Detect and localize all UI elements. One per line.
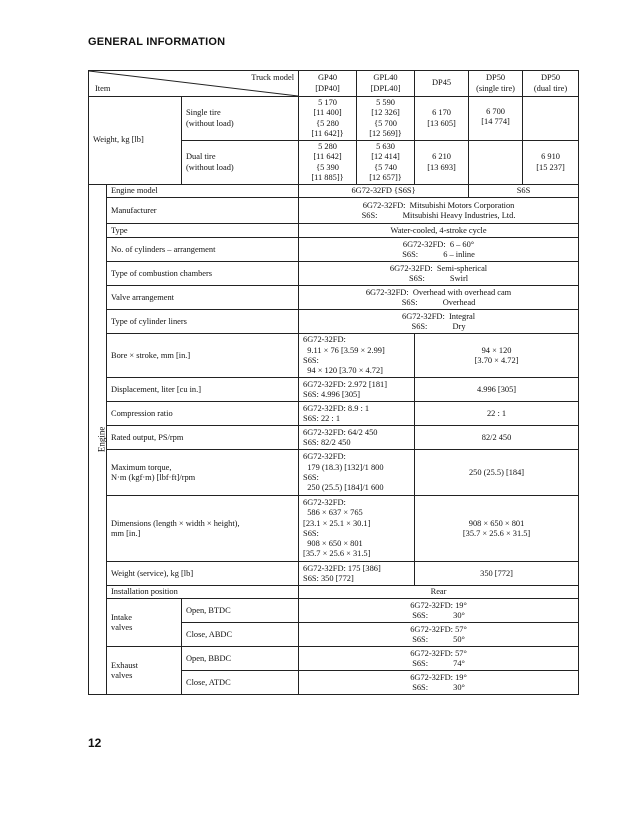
single-dp50d-value xyxy=(523,97,579,141)
torque-left: 6G72-32FD: 179 (18.3) [132]/1 800 S6S: 250 (25.5) [184]/1 600 xyxy=(299,450,415,496)
dual-dp45-value: 6 210 [13 693] xyxy=(415,141,469,185)
engine-model-row xyxy=(89,185,579,198)
cylinder-liners-label: Type of cylinder liners xyxy=(107,310,299,334)
installation-label: Installation position xyxy=(107,586,299,599)
torque-label: Maximum torque, N·m (kgf·m) [lbf·ft]/rpm xyxy=(107,450,299,496)
page-number: 12 xyxy=(88,736,102,750)
service-weight-label: Weight (service), kg [lb] xyxy=(107,562,299,586)
torque-right: 250 (25.5) [184] xyxy=(415,450,579,496)
single-gp40-value: 5 170 [11 400] {5 280 [11 642]} xyxy=(299,97,357,141)
compression-right: 22 : 1 xyxy=(415,402,579,426)
exhaust-open-value: 6G72-32FD: 57° S6S: 74° xyxy=(299,647,579,671)
exhaust-valves-label: Exhaust valves xyxy=(107,647,182,695)
dimensions-row xyxy=(89,496,579,562)
exhaust-open-row xyxy=(89,647,579,671)
bore-stroke-right: 94 × 120 [3.70 × 4.72] xyxy=(415,334,579,378)
service-weight-row xyxy=(89,562,579,586)
combustion-label: Type of combustion chambers xyxy=(107,262,299,286)
dual-tire-label: Dual tire (without load) xyxy=(182,141,299,185)
engine-vertical-label: Engine xyxy=(96,426,107,453)
combustion-value: 6G72-32FD: Semi-spherical S6S: Swirl xyxy=(299,262,579,286)
dual-gp40-value: 5 280 [11 642] {5 390 [11 885]} xyxy=(299,141,357,185)
intake-close-value: 6G72-32FD: 57° S6S: 50° xyxy=(299,623,579,647)
type-value: Water-cooled, 4-stroke cycle xyxy=(299,224,579,238)
valve-arrangement-row xyxy=(89,286,579,310)
model-gp40: GP40 [DP40] xyxy=(299,71,357,97)
service-weight-right: 350 [772] xyxy=(415,562,579,586)
cylinder-liners-row xyxy=(89,310,579,334)
bore-stroke-left: 6G72-32FD: 9.11 × 76 [3.59 × 2.99] S6S: 94 × 120 [3.70 × 4.72] xyxy=(299,334,415,378)
exhaust-close-value: 6G72-32FD: 19° S6S: 30° xyxy=(299,671,579,695)
dimensions-right: 908 × 650 × 801 [35.7 × 25.6 × 31.5] xyxy=(415,496,579,562)
type-row xyxy=(89,224,579,238)
section-title: GENERAL INFORMATION xyxy=(88,36,226,48)
manufacturer-label: Manufacturer xyxy=(107,198,299,224)
service-weight-left: 6G72-32FD: 175 [386] S6S: 350 [772] xyxy=(299,562,415,586)
model-dp50-dual: DP50 (dual tire) xyxy=(523,71,579,97)
cylinder-liners-value: 6G72-32FD: Integral S6S: Dry xyxy=(299,310,579,334)
intake-open-label: Open, BTDC xyxy=(182,599,299,623)
dual-dp50s-value xyxy=(469,141,523,185)
compression-label: Compression ratio xyxy=(107,402,299,426)
single-tire-label: Single tire (without load) xyxy=(182,97,299,141)
dual-dp50d-value: 6 910 [15 237] xyxy=(523,141,579,185)
rated-output-label: Rated output, PS/rpm xyxy=(107,426,299,450)
intake-valves-label: Intake valves xyxy=(107,599,182,647)
weight-label: Weight, kg [lb] xyxy=(89,97,182,185)
engine-vertical-label-cell xyxy=(89,185,107,695)
model-dp50-single: DP50 (single tire) xyxy=(469,71,523,97)
displacement-right: 4.996 [305] xyxy=(415,378,579,402)
item-label: Item xyxy=(95,83,111,93)
cylinders-row xyxy=(89,238,579,262)
bore-stroke-label: Bore × stroke, mm [in.] xyxy=(107,334,299,378)
rated-output-left: 6G72-32FD: 64/2 450 S6S: 82/2 450 xyxy=(299,426,415,450)
header-row xyxy=(89,71,579,97)
weight-single-row xyxy=(89,97,579,141)
combustion-row xyxy=(89,262,579,286)
compression-row xyxy=(89,402,579,426)
installation-row xyxy=(89,586,579,599)
header-item-cell xyxy=(89,71,299,97)
model-dp45: DP45 xyxy=(415,71,469,97)
compression-left: 6G72-32FD: 8.9 : 1 S6S: 22 : 1 xyxy=(299,402,415,426)
manufacturer-row xyxy=(89,198,579,224)
valve-arrangement-label: Valve arrangement xyxy=(107,286,299,310)
spec-table xyxy=(88,70,579,695)
engine-model-left: 6G72-32FD {S6S} xyxy=(299,185,469,198)
rated-output-right: 82/2 450 xyxy=(415,426,579,450)
dual-gpl40-value: 5 630 [12 414] {5 740 [12 657]} xyxy=(357,141,415,185)
exhaust-open-label: Open, BBDC xyxy=(182,647,299,671)
manufacturer-value: 6G72-32FD: Mitsubishi Motors Corporation S6S: Mitsubishi Heavy Industries, Ltd. xyxy=(299,198,579,224)
single-gpl40-value: 5 590 [12 326] {5 700 [12 569]} xyxy=(357,97,415,141)
installation-value: Rear xyxy=(299,586,579,599)
truck-model-label: Truck model xyxy=(251,73,295,83)
valve-arrangement-value: 6G72-32FD: Overhead with overhead cam S6S: Overhead xyxy=(299,286,579,310)
single-dp50s-value: 6 700 [14 774] xyxy=(469,97,523,141)
displacement-left: 6G72-32FD: 2.972 [181] S6S: 4.996 [305] xyxy=(299,378,415,402)
cylinders-label: No. of cylinders – arrangement xyxy=(107,238,299,262)
engine-model-label: Engine model xyxy=(107,185,299,198)
dimensions-left: 6G72-32FD: 586 × 637 × 765 [23.1 × 25.1 × 30.1] S6S: 908 × 650 × 801 [35.7 × 25.6 × 31.5] xyxy=(299,496,415,562)
intake-open-row xyxy=(89,599,579,623)
torque-row xyxy=(89,450,579,496)
intake-close-label: Close, ABDC xyxy=(182,623,299,647)
intake-open-value: 6G72-32FD: 19° S6S: 30° xyxy=(299,599,579,623)
type-label: Type xyxy=(107,224,299,238)
dimensions-label: Dimensions (length × width × height), mm [in.] xyxy=(107,496,299,562)
rated-output-row xyxy=(89,426,579,450)
exhaust-close-label: Close, ATDC xyxy=(182,671,299,695)
displacement-label: Displacement, liter [cu in.] xyxy=(107,378,299,402)
displacement-row xyxy=(89,378,579,402)
cylinders-value: 6G72-32FD: 6 – 60° S6S: 6 – inline xyxy=(299,238,579,262)
single-dp45-value: 6 170 [13 605] xyxy=(415,97,469,141)
model-gpl40: GPL40 [DPL40] xyxy=(357,71,415,97)
engine-model-right: S6S xyxy=(469,185,579,198)
bore-stroke-row xyxy=(89,334,579,378)
